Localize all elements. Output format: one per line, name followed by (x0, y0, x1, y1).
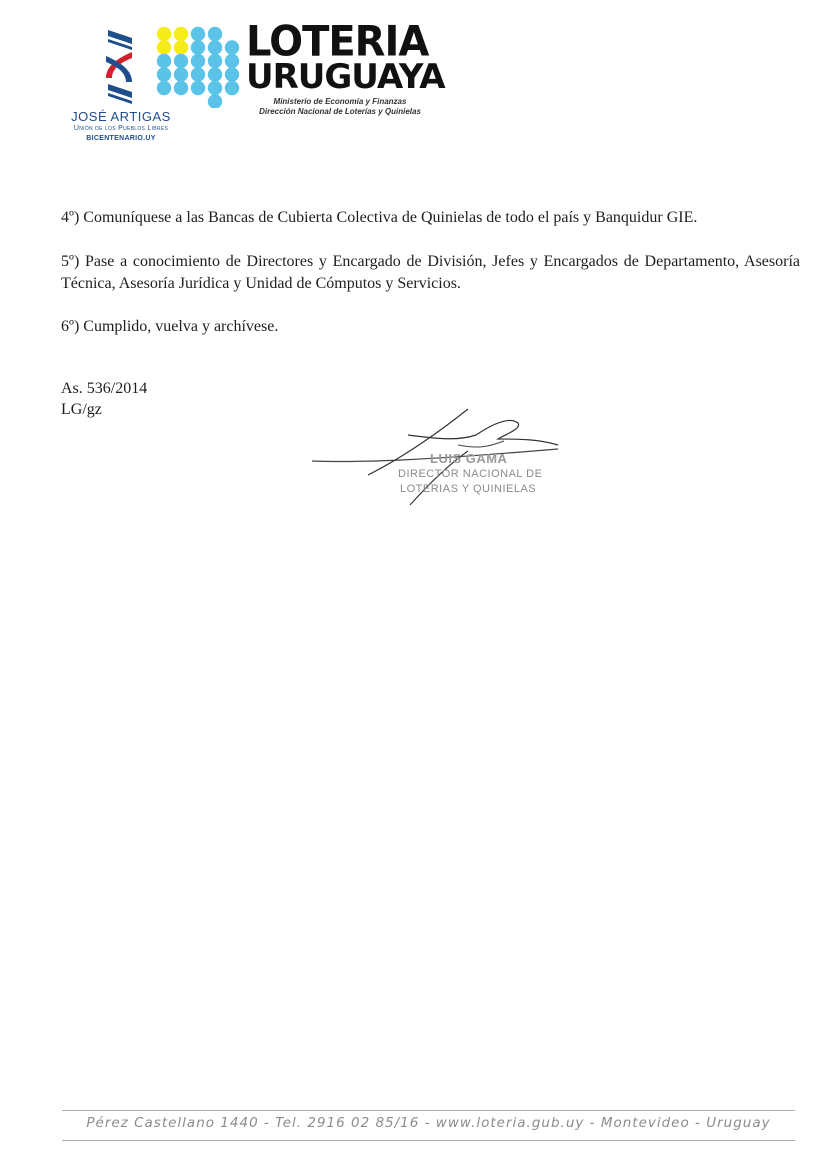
directorate-name: Dirección Nacional de Loterías y Quinielas (259, 107, 421, 116)
footer-top-rule (62, 1110, 795, 1111)
logo-dot (208, 67, 222, 81)
logo-dot (208, 94, 222, 108)
logo-dot (174, 67, 188, 81)
logo-dot (191, 40, 205, 54)
logo-dot (157, 40, 171, 54)
signatory-department: LOTERIAS Y QUINIELAS (400, 483, 537, 495)
logo-dot (157, 67, 171, 81)
signatory-title: DIRECTOR NACIONAL DE (398, 468, 543, 480)
paragraph-4: 4º) Comuníquese a las Bancas de Cubierta Colectiva de Quinielas de todo el país y Banquidur GIE. (61, 209, 698, 226)
logo-dot (174, 81, 188, 95)
loteria-dots-logo (156, 26, 242, 108)
ministry-name: Ministerio de Economía y Finanzas (273, 97, 407, 106)
artigas-bicentenario-logo (98, 26, 140, 106)
brand-title-uruguaya: URUGUAYA (246, 57, 445, 97)
signatory-name: LUIS GAMA (430, 451, 508, 466)
logo-dot (208, 27, 222, 41)
artigas-subtitle: Unión de los Pueblos Libres (73, 125, 169, 132)
logo-dot (208, 81, 222, 95)
logo-dot (225, 40, 239, 54)
footer-bottom-rule (62, 1140, 795, 1141)
reference-initials: LG/gz (61, 401, 102, 418)
reference-number: As. 536/2014 (61, 380, 148, 397)
logo-dot (157, 54, 171, 68)
logo-dot (174, 54, 188, 68)
logo-dot (191, 67, 205, 81)
logo-dot (174, 40, 188, 54)
logo-dot (208, 40, 222, 54)
logo-dot (191, 27, 205, 41)
logo-dot (174, 27, 188, 41)
paragraph-5: 5º) Pase a conocimiento de Directores y Encargado de División, Jefes y Encargados de Departamento, Asesoría Técnica, Asesoría Jurídica y Unidad de Cómputos y Servicios. (61, 253, 800, 292)
artigas-name: JOSÉ ARTIGAS (71, 109, 171, 124)
brand-title-loteria: LOTERIA (246, 17, 429, 67)
logo-dot (225, 81, 239, 95)
logo-dot (225, 54, 239, 68)
artigas-url: BICENTENARIO.UY (86, 135, 156, 142)
paragraph-6: 6º) Cumplido, vuelva y archívese. (61, 318, 279, 335)
logo-dot (191, 54, 205, 68)
logo-dot (191, 81, 205, 95)
footer-contact: Pérez Castellano 1440 - Tel. 2916 02 85/16 - www.loteria.gub.uy - Montevideo - Uruguay (86, 1115, 771, 1131)
logo-dot (225, 67, 239, 81)
logo-dot (208, 54, 222, 68)
logo-dot (157, 27, 171, 41)
logo-dot (157, 81, 171, 95)
